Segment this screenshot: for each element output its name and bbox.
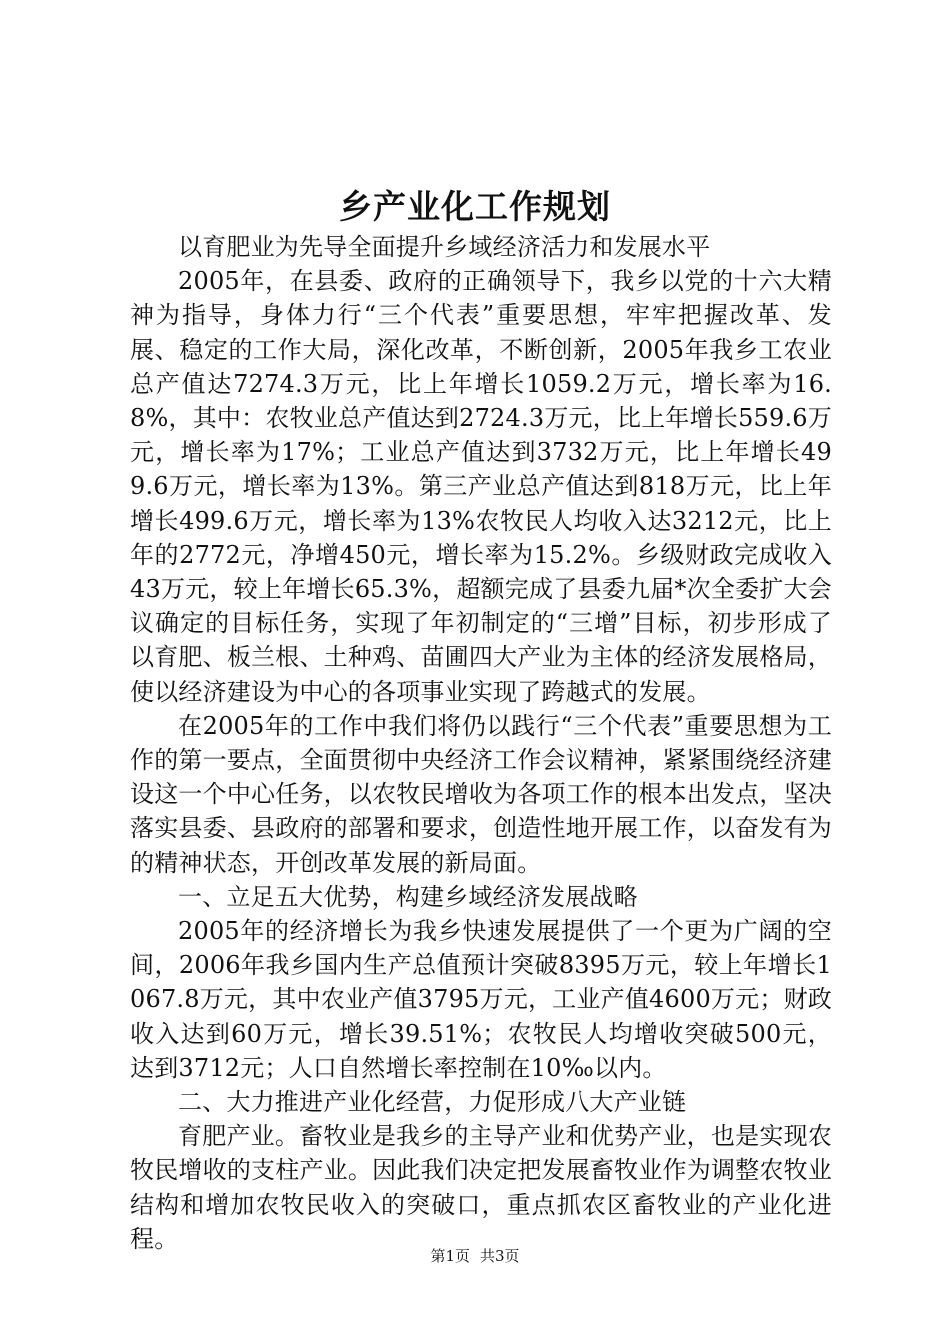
page-number: 第1页 (430, 1247, 470, 1265)
page-footer (0, 1246, 950, 1266)
body-paragraph: 在2005年的工作中我们将仍以践行“三个代表”重要思想为工作的第一要点，全面贯彻中央经济工作会议精神，紧紧围绕经济建设这一个中心任务，以农牧民增收为各项工作的根本出发点，坚决落实县委、县政府的部署和要求，创造性地开展工作，以奋发有为的精神状态，开创改革发展的新局面。 (130, 711, 832, 877)
section-heading: 二、大力推进产业化经营，力促形成八大产业链 (178, 1088, 687, 1117)
body-paragraph: 2005年，在县委、政府的正确领导下，我乡以党的十六大精神为指导，身体力行“三个代表”重要思想，牢牢把握改革、发展、稳定的工作大局，深化改革，不断创新，2005年我乡工农业总产值达7274.3万元，比上年增长1059.2万元，增长率为16.8%，其中：农牧业总产值达到2724.3万元，比上年增长559.6万元，增长率为17%；工业总产值达到3732万元，比上年增长499.6万元，增长率为13%。第三产业总产值达到818万元，比上年增长499.6万元，增长率为13%农牧民人均收入达3212元，比上年的2772元，净增450元，增长率为15.2%。乡级财政完成收入43万元，较上年增长65.3%，超额完成了县委九届*次全委扩大会议确定的目标任务，实现了年初制定的“三增”目标，初步形成了以育肥、板兰根、土种鸡、苗圃四大产业为主体的经济发展格局，使以经济建设为中心的各项事业实现了跨越式的发展。 (130, 267, 832, 706)
document-title: 乡产业化工作规划 (339, 187, 611, 226)
section-heading: 一、立足五大优势，构建乡域经济发展战略 (178, 882, 638, 911)
body-paragraph: 2005年的经济增长为我乡快速发展提供了一个更为广阔的空间，2006年我乡国内生产总值预计突破8395万元，较上年增长1067.8万元，其中农业产值3795万元，工业产值4600万元；财政收入达到60万元，增长39.51%；农牧民人均增收突破500元，达到3712元；人口自然增长率控制在10‰以内。 (130, 917, 832, 1082)
body-paragraph: 育肥产业。畜牧业是我乡的主导产业和优势产业，也是实现农牧民增收的支柱产业。因此我们决定把发展畜牧业作为调整农牧业结构和增加农牧民收入的突破口，重点抓农区畜牧业的产业化进程。 (130, 1122, 832, 1253)
page-total: 共3页 (480, 1247, 520, 1265)
subtitle-paragraph: 以育肥业为先导全面提升乡域经济活力和发展水平 (178, 233, 711, 261)
document-body (130, 230, 832, 1256)
